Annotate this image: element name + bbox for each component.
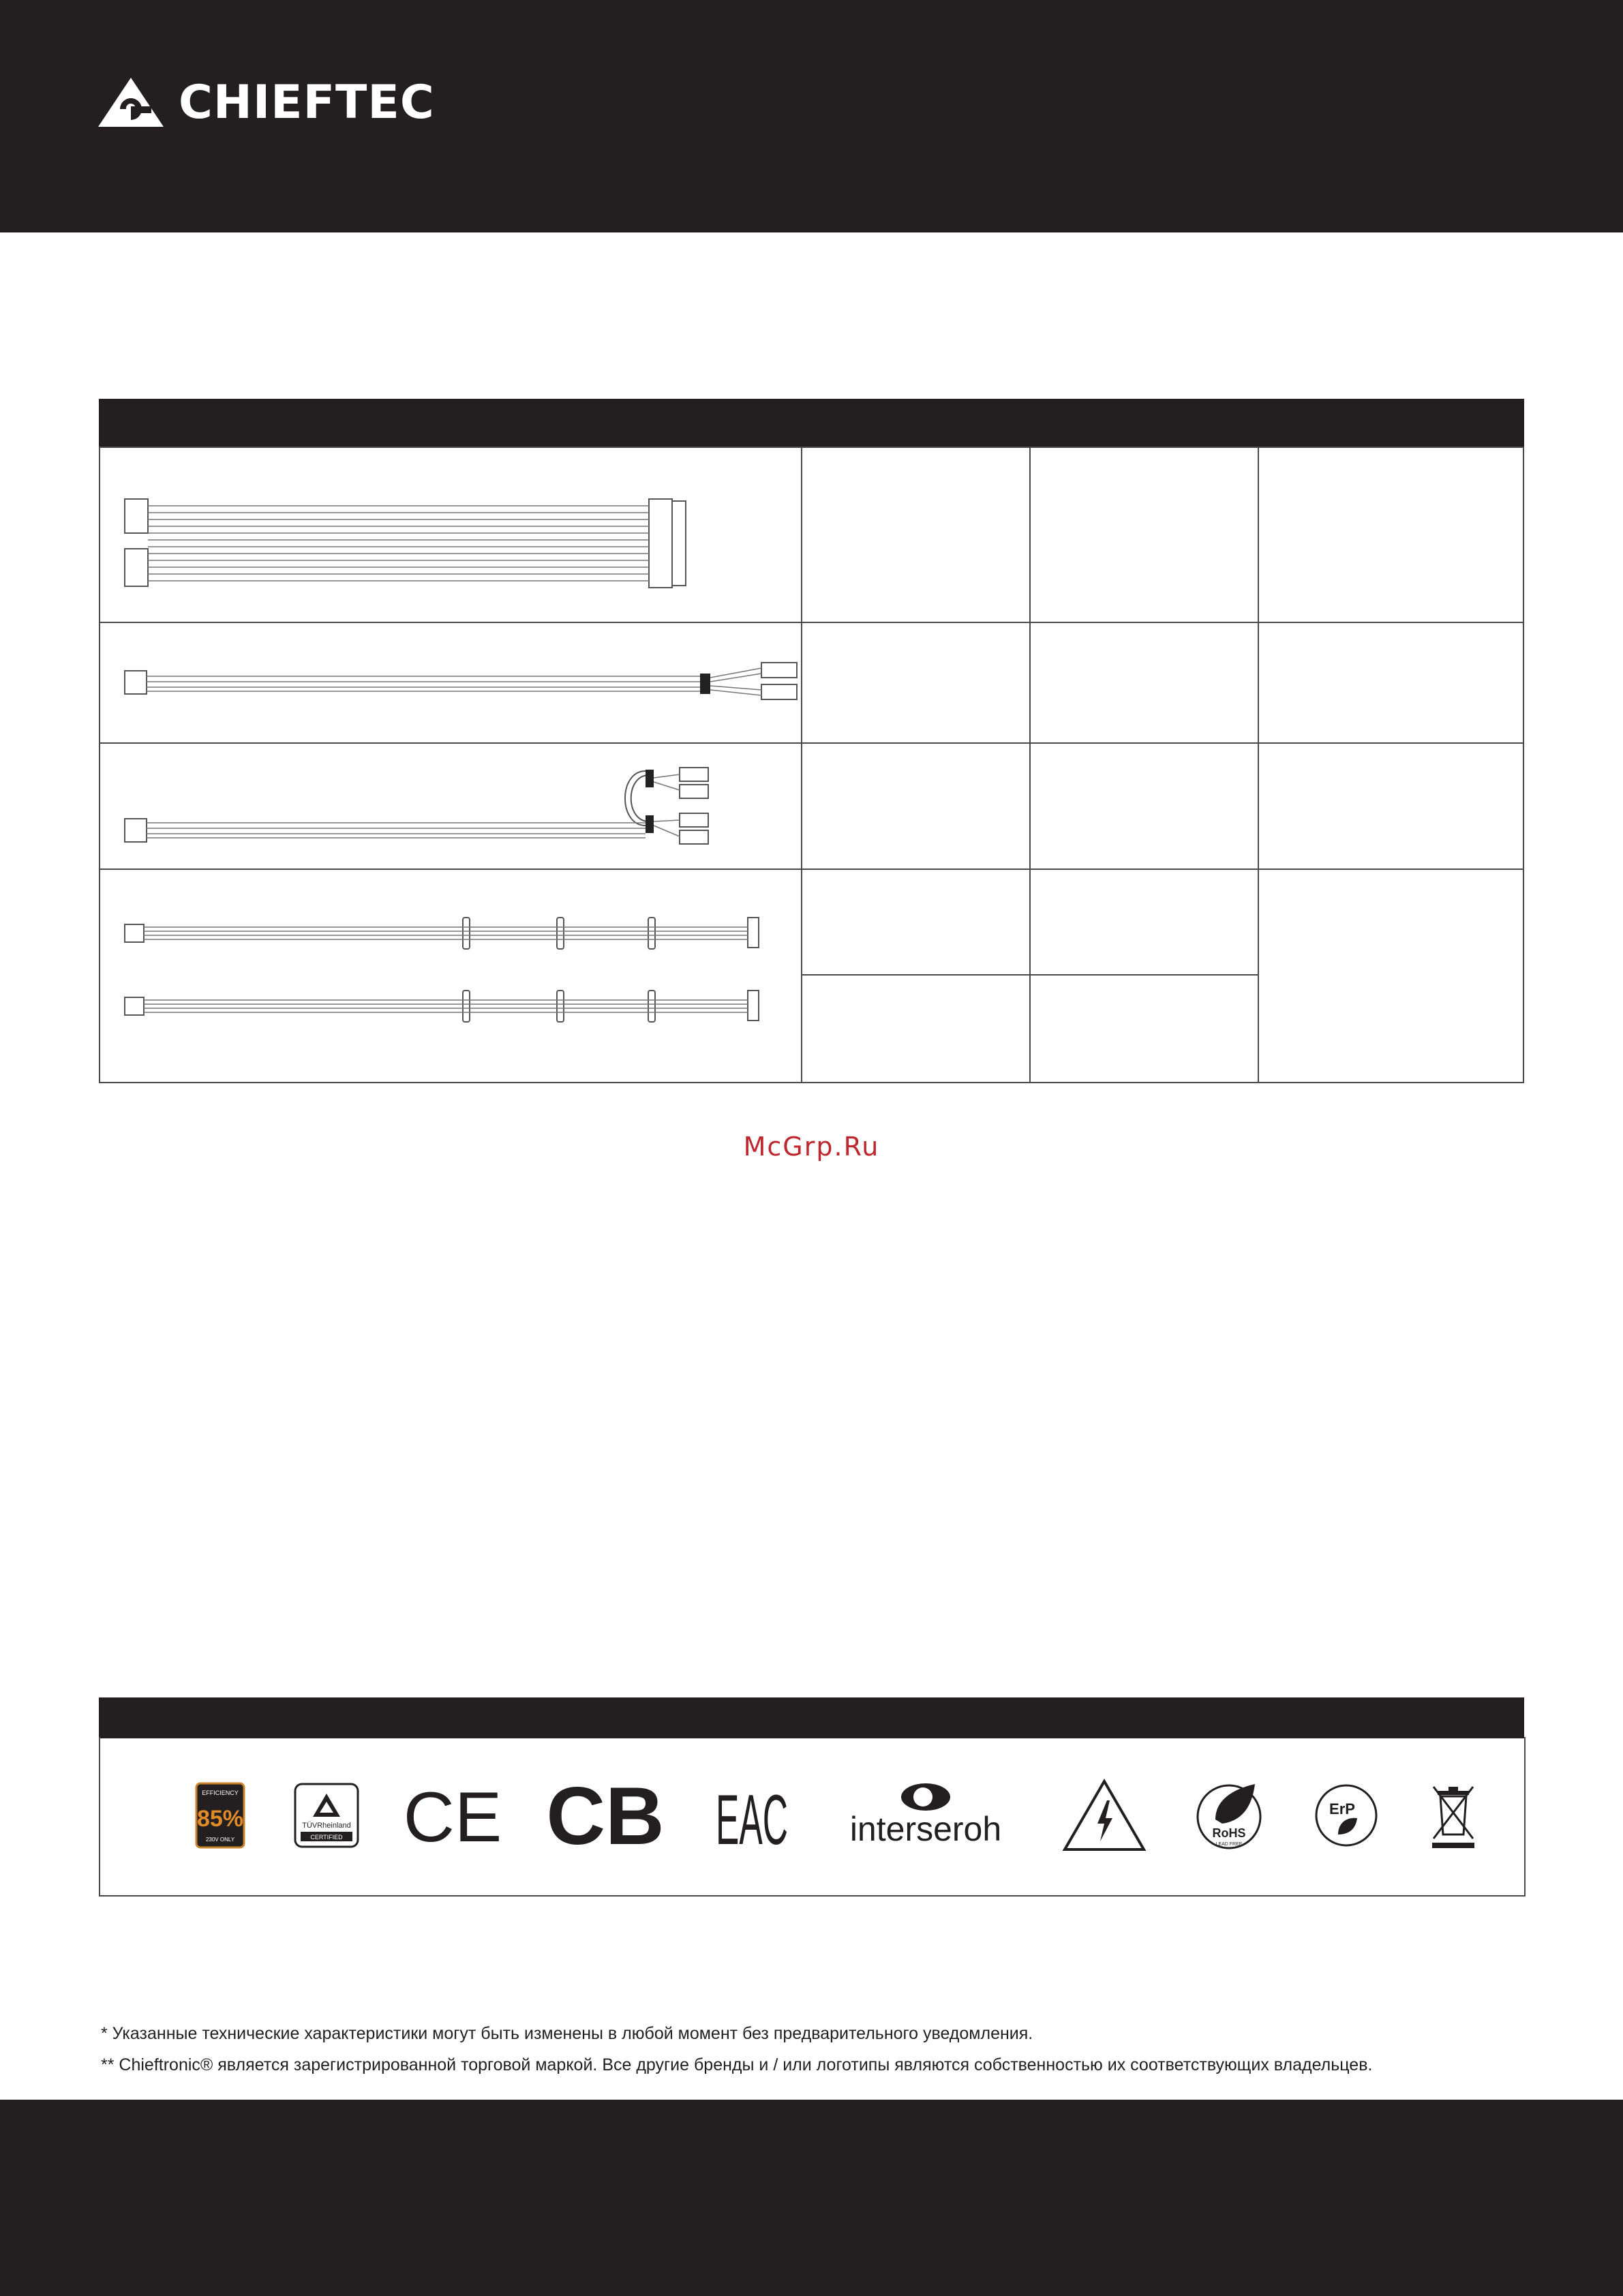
table-row	[100, 447, 1523, 622]
svg-text:85%: 85%	[196, 1806, 244, 1832]
cable-table	[99, 447, 1524, 1083]
efficiency-badge	[196, 1783, 245, 1848]
footnote-2: ** Chieftronic® является зарегистрированной торговой маркой. Все другие бренды и / или логотипы являются собственностью их соответствующих владельцев.	[101, 2055, 1373, 2074]
erp-badge	[1312, 1781, 1380, 1849]
watermark: McGrp.Ru	[743, 1132, 880, 1162]
ce-mark	[403, 1778, 502, 1857]
table-cell	[1030, 743, 1258, 869]
svg-text:TÜVRheinland: TÜVRheinland	[301, 1822, 351, 1830]
table-cell	[802, 975, 1030, 1083]
cb-mark	[545, 1770, 665, 1862]
brand-logo	[97, 75, 435, 130]
interseroh-logo	[838, 1778, 1013, 1853]
certifications-section-bar	[99, 1697, 1524, 1738]
svg-text:LEAD FREE: LEAD FREE	[1215, 1842, 1243, 1847]
eac-mark	[714, 1781, 789, 1860]
table-cell	[802, 447, 1030, 622]
table-cell	[802, 869, 1030, 975]
svg-text:CE: CE	[403, 1778, 502, 1857]
cable-image-pcie	[100, 743, 802, 869]
table-cell	[1258, 869, 1523, 1083]
table-row	[100, 869, 1523, 975]
table-cell	[802, 622, 1030, 743]
svg-text:EAC: EAC	[716, 1781, 789, 1860]
page-header	[0, 0, 1623, 232]
high-voltage-icon	[1062, 1779, 1147, 1852]
certification-logos	[196, 1751, 1477, 1880]
cable-image-atx	[100, 447, 802, 622]
table-cell	[1030, 975, 1258, 1083]
svg-text:interseroh: interseroh	[849, 1810, 1001, 1848]
certifications-panel	[99, 1737, 1526, 1897]
eps-cable-drawing	[100, 623, 801, 739]
footnotes	[101, 2018, 1372, 2081]
table-cell	[802, 743, 1030, 869]
tuv-badge	[294, 1783, 359, 1848]
svg-text:ErP: ErP	[1329, 1800, 1356, 1817]
cable-image-sata-molex	[100, 869, 802, 1083]
svg-text:RoHS: RoHS	[1212, 1826, 1246, 1840]
chieftec-logo-icon	[97, 76, 165, 128]
svg-text:CB: CB	[546, 1770, 665, 1862]
atx-cable-drawing	[100, 448, 801, 618]
table-cell	[1258, 743, 1523, 869]
footnote-1: * Указанные технические характеристики могут быть изменены в любой момент без предварительного уведомления.	[101, 2024, 1033, 2043]
rohs-badge	[1195, 1779, 1263, 1852]
table-cell	[1030, 869, 1258, 975]
weee-icon	[1429, 1781, 1477, 1849]
svg-text:EFFICIENCY: EFFICIENCY	[202, 1789, 239, 1796]
cable-image-eps	[100, 622, 802, 743]
svg-text:CERTIFIED: CERTIFIED	[310, 1834, 343, 1841]
table-cell	[1258, 447, 1523, 622]
svg-text:230V ONLY: 230V ONLY	[205, 1837, 235, 1843]
table-row	[100, 622, 1523, 743]
cables-section-bar	[99, 399, 1524, 447]
table-cell	[1030, 622, 1258, 743]
brand-name: CHIEFTEC	[179, 75, 435, 130]
table-cell	[1030, 447, 1258, 622]
table-cell	[1258, 622, 1523, 743]
pcie-cable-drawing	[100, 744, 801, 865]
table-row	[100, 743, 1523, 869]
peripheral-cables-drawing	[100, 870, 801, 1078]
page-footer	[0, 2100, 1623, 2296]
